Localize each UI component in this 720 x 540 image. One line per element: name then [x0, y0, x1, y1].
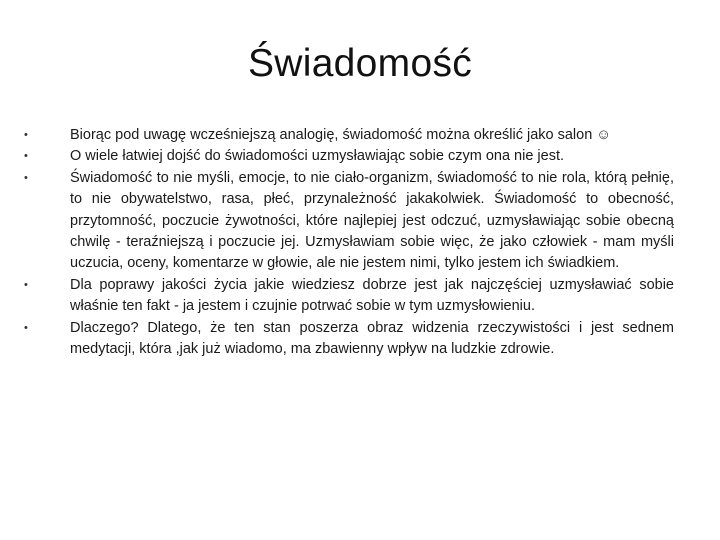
- bullet-item: [24, 275, 674, 318]
- bullet-item: [24, 168, 674, 275]
- bullet-text: Dlaczego? Dlatego, że ten stan poszerza obraz widzenia rzeczywistości i jest sednem medytacji, która ,jak już wiadomo, ma zbawienny wpływ na ludzkie zdrowie.: [70, 319, 674, 358]
- bullet-text: Świadomość to nie myśli, emocje, to nie ciało-organizm, świadomość to nie rola, którą pełnię, to nie obywatelstwo, rasa, płeć, przynależność jakakolwiek. Świadomość to obecność, przytomność, poczucie żywotności, które najlepiej jest odczuć, uzmysławiając sobie obecną chwilę - teraźniejszą i poczucie jej. Uzmysławiam sobie więc, że jako człowiek - mam myśli uczucia, oceny, komentarze w głowie, ale nie jestem nimi, tylko jestem ich świadkiem.: [70, 169, 674, 272]
- bullet-dot-icon: •: [24, 278, 28, 291]
- slide-title: Świadomość: [247, 42, 473, 85]
- bullet-text: Dla poprawy jakości życia jakie wiedziesz dobrze jest jak najczęściej uzmysławiać sobie właśnie ten fakt - ja jestem i czujnie potrwać sobie w tym uzmysłowieniu.: [70, 276, 674, 315]
- bullet-list: [24, 125, 674, 360]
- bullet-item: [24, 146, 674, 167]
- bullet-text: Biorąc pod uwagę wcześniejszą analogię, świadomość można określić jako salon ☺: [70, 127, 612, 143]
- bullet-item: [24, 125, 674, 146]
- bullet-item: [24, 318, 674, 361]
- bullet-dot-icon: •: [24, 129, 28, 141]
- bullet-text: O wiele łatwiej dojść do świadomości uzmysławiając sobie czym ona nie jest.: [70, 148, 565, 165]
- bullet-dot-icon: •: [24, 321, 28, 334]
- bullet-dot-icon: •: [24, 171, 28, 184]
- bullet-dot-icon: •: [24, 150, 28, 163]
